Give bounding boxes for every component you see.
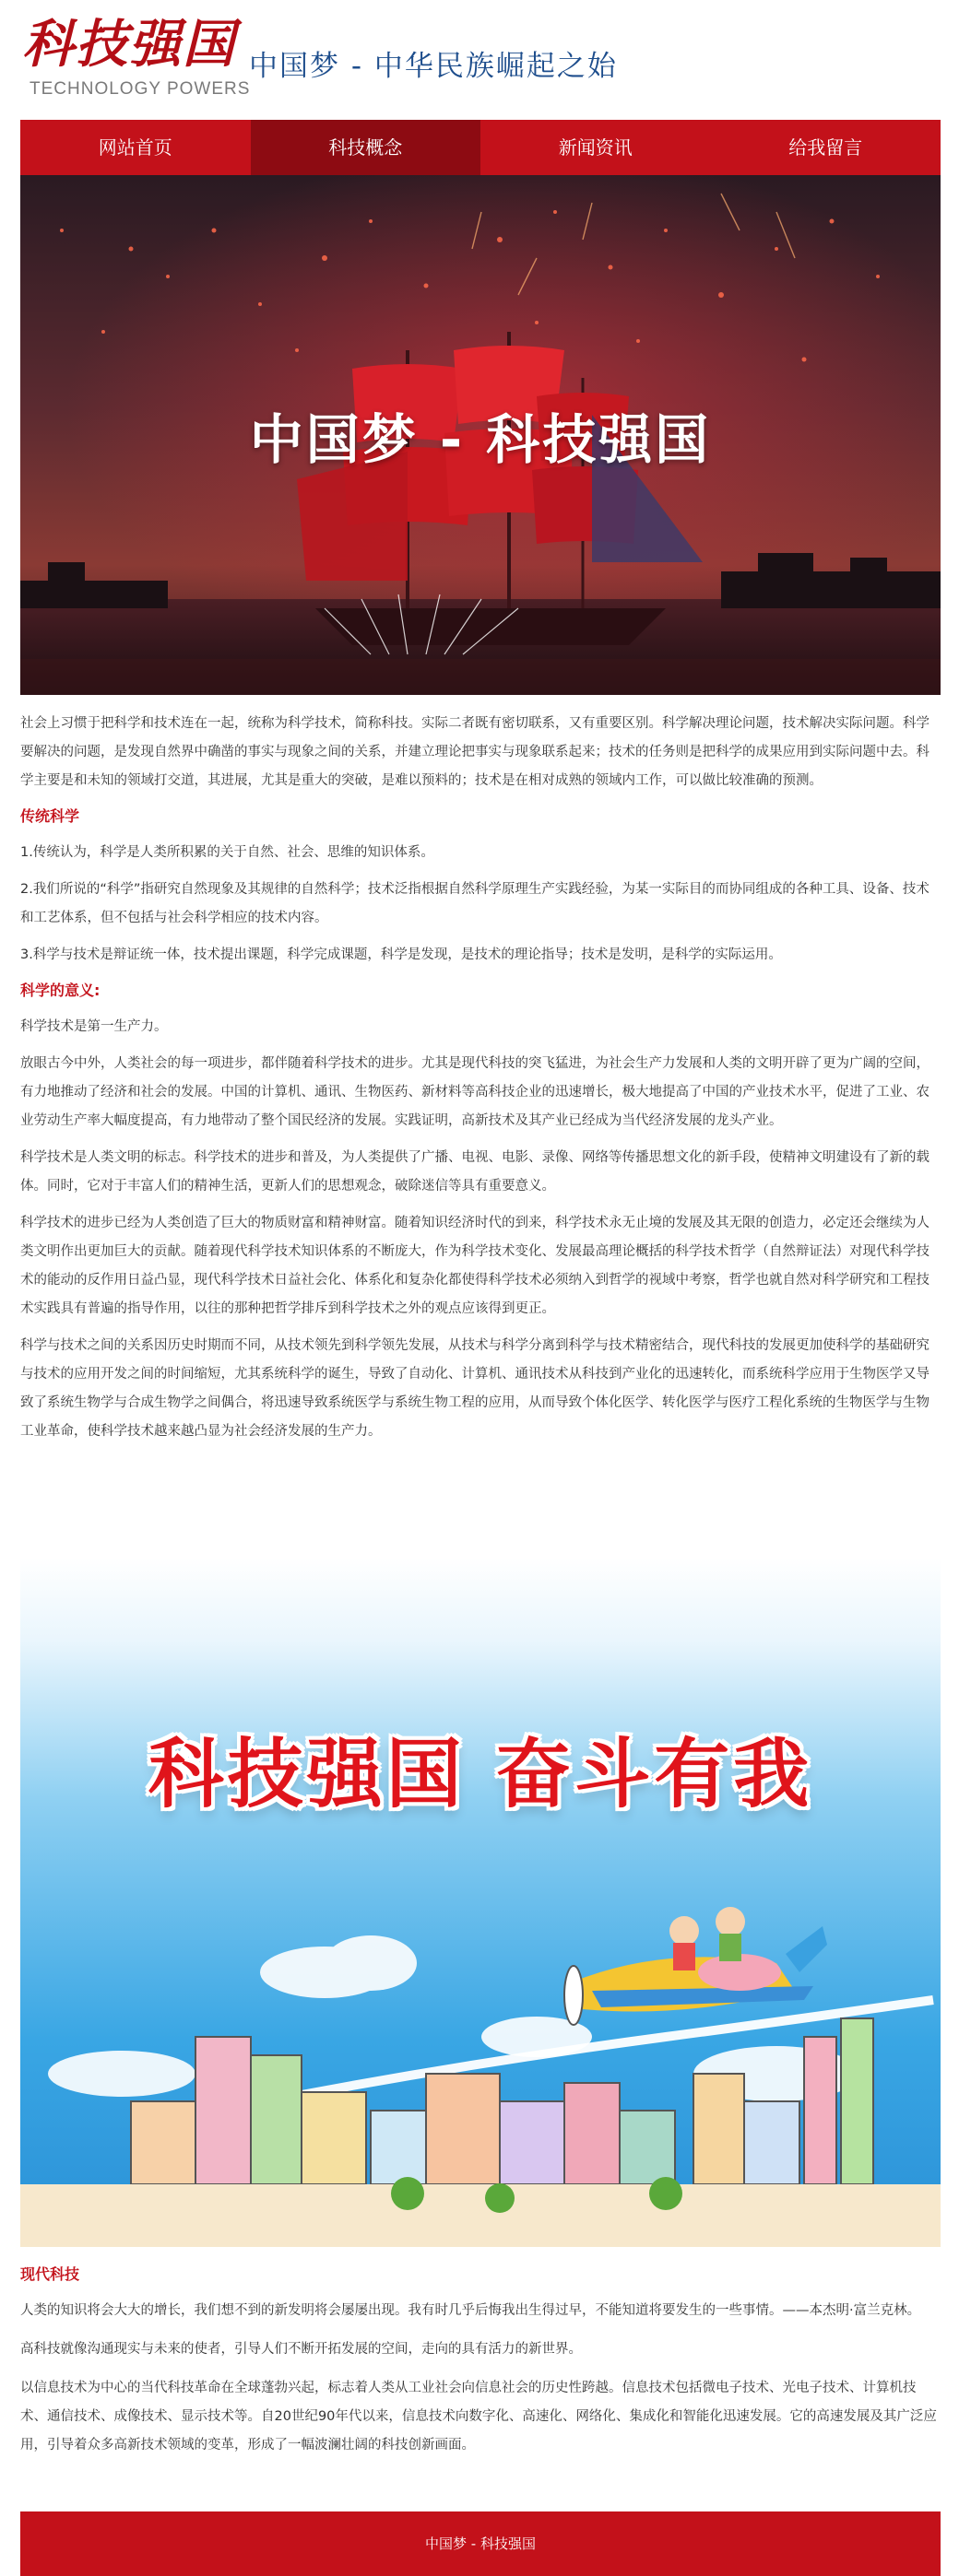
- section-heading-modern: 现代科技: [20, 2265, 80, 2283]
- hero-banner-title: 中国梦 - 科技强国: [249, 408, 712, 471]
- modern-paragraph: 人类的知识将会大大的增长，我们想不到的新发明将会屡屡出现。我有时几乎后悔我出生得过早，不能知道将要发生的一些事情。——本杰明·富兰克林。: [20, 2303, 921, 2318]
- article-content-modern: [20, 2260, 941, 2470]
- section-heading-traditional: 传统科学: [20, 807, 80, 825]
- meaning-paragraph: 放眼古今中外，人类社会的每一项进步，都伴随着科学技术的进步。尤其是现代科技的突飞猛进，为社会生产力发展和人类的文明开辟了更为广阔的空间，有力地推动了经济和社会的发展。中国的计算机、通讯、生物医药、新材料等高科技企业的迅速增长，极大地提高了中国的产业技术水平，促进了工业、农业劳动生产率大幅度提高，有力地带动了整个国民经济的发展。实践证明，高新技术及其产业已经成为当代经济发展的龙头产业。: [20, 1056, 929, 1128]
- hero-banner: [20, 175, 941, 695]
- modern-paragraph: 以信息技术为中心的当代科技革命在全球蓬勃兴起，标志着人类从工业社会向信息社会的历史性跨越。信息技术包括微电子技术、光电子技术、计算机技术、通信技术、成像技术、显示技术等。自20世纪90年代以来，信息技术向数字化、高速化、网络化、集成化和智能化迅速发展。它的高速发展及其广泛应用，引导着众多高新技术领域的变革，形成了一幅波澜壮阔的科技创新画面。: [20, 2381, 937, 2452]
- main-nav: [20, 120, 941, 175]
- meaning-paragraph: 科学技术是第一生产力。: [20, 1019, 168, 1034]
- nav-item-news[interactable]: 新闻资讯: [558, 136, 633, 159]
- meaning-paragraph: 科学技术是人类文明的标志。科学技术的进步和普及，为人类提供了广播、电视、电影、录像、网络等传播思想文化的新手段，使精神文明建设有了新的载体。同时，它对于丰富人们的精神生活，更新人们的思想观念，破除迷信等具有重要意义。: [20, 1150, 929, 1194]
- poster-banner: [20, 1558, 941, 2247]
- header: [0, 0, 959, 120]
- article-content: [20, 710, 941, 1454]
- poster-banner-title: 科技强国 奋斗有我: [148, 1730, 813, 1818]
- modern-paragraph: 高科技就像沟通现实与未来的使者，引导人们不断开拓发展的空间，走向的具有活力的新世界。: [20, 2342, 582, 2357]
- intro-paragraph: 社会上习惯于把科学和技术连在一起，统称为科学技术，简称科技。实际二者既有密切联系，又有重要区别。科学解决理论问题，技术解决实际问题。科学要解决的问题，是发现自然界中确凿的事实与现象之间的关系，并建立理论把事实与现象联系起来；技术的任务则是把科学的成果应用到实际问题中去。科学主要是和未知的领域打交道，其进展，尤其是重大的突破，是难以预料的；技术是在相对成熟的领域内工作，可以做比较准确的预测。: [20, 716, 929, 788]
- nav-item-concepts[interactable]: 科技概念: [251, 120, 481, 175]
- nav-item-home[interactable]: 网站首页: [98, 136, 172, 159]
- poster-banner-image: [20, 1558, 941, 2247]
- nav-item-message[interactable]: 给我留言: [788, 136, 863, 159]
- footer: 中国梦 - 科技强国: [20, 2511, 941, 2576]
- header-slogan: 中国梦 - 中华民族崛起之始: [249, 50, 618, 83]
- traditional-item: 3.科学与技术是辩证统一体，技术提出课题，科学完成课题，科学是发现，是技术的理论指导；技术是发明，是科学的实际运用。: [20, 947, 782, 962]
- site-logo[interactable]: 科技强国: [22, 14, 236, 75]
- section-heading-meaning: 科学的意义:: [20, 982, 101, 999]
- meaning-paragraph: 科学与技术之间的关系因历史时期而不同，从技术领先到科学领先发展，从技术与科学分离到科学与技术精密结合，现代科技的发展更加使科学的基础研究与技术的应用开发之间的时间缩短，尤其系统科学的诞生，导致了自动化、计算机、通讯技术从科技到产业化的迅速转化，而系统科学应用于生物医学又导致了系统生物学与合成生物学之间偶合，将迅速导致系统医学与系统生物工程的应用，从而导致个体化医学、转化医学与医疗工程化系统的生物医学与生物工业革命，使科学技术越来越凸显为社会经济发展的生产力。: [20, 1338, 929, 1439]
- traditional-item: 1.传统认为，科学是人类所积累的关于自然、社会、思维的知识体系。: [20, 845, 434, 860]
- meaning-paragraph: 科学技术的进步已经为人类创造了巨大的物质财富和精神财富。随着知识经济时代的到来，科学技术永无止境的发展及其无限的创造力，必定还会继续为人类文明作出更加巨大的贡献。随着现代科学技术知识体系的不断庞大，作为科学技术变化、发展最高理论概括的科学技术哲学（自然辩证法）对现代科学技术的能动的反作用日益凸显，现代科学技术日益社会化、体系化和复杂化都使得科学技术必须纳入到哲学的视域中考察，哲学也就自然对科学研究和工程技术实践具有普遍的指导作用，以往的那种把哲学排斥到科学技术之外的观点应该得到更正。: [20, 1216, 929, 1316]
- traditional-item: 2.我们所说的“科学”指研究自然现象及其规律的自然科学；技术泛指根据自然科学原理生产实践经验，为某一实际目的而协同组成的各种工具、设备、技术和工艺体系，但不包括与社会科学相应的技术内容。: [20, 882, 929, 925]
- site-logo-subtitle: TECHNOLOGY POWERS: [30, 79, 251, 99]
